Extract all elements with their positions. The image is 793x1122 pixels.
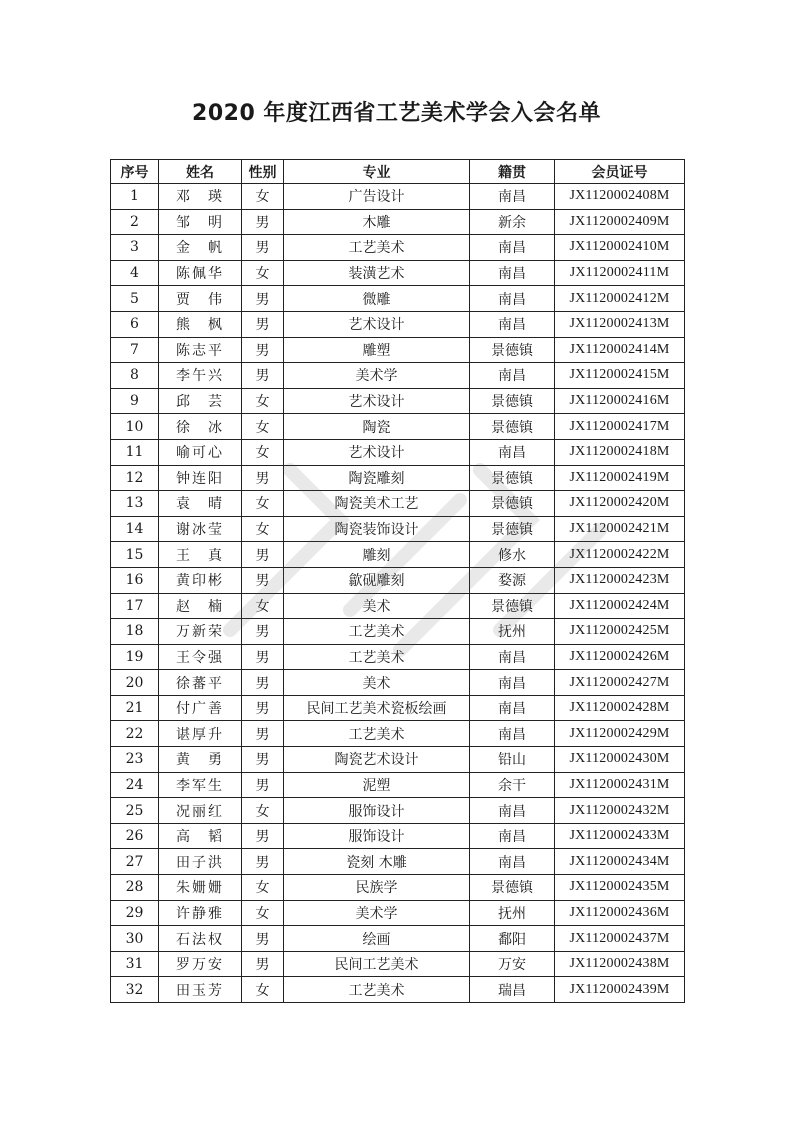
- table-row: [111, 747, 685, 773]
- cell-name: 钟连阳: [159, 465, 242, 491]
- cell-major: 工艺美术: [284, 644, 470, 670]
- cell-member-id: JX1120002423M: [555, 567, 685, 593]
- cell-name: 徐 冰: [159, 414, 242, 440]
- table-row: [111, 619, 685, 645]
- cell-name: 黄 勇: [159, 747, 242, 773]
- cell-index: 2: [111, 209, 159, 235]
- cell-name: 陈志平: [159, 337, 242, 363]
- column-header-major: 专业: [284, 160, 470, 184]
- cell-member-id: JX1120002420M: [555, 491, 685, 517]
- cell-gender: 女: [242, 516, 284, 542]
- cell-major: 木雕: [284, 209, 470, 235]
- cell-member-id: JX1120002422M: [555, 542, 685, 568]
- cell-origin: 景德镇: [470, 465, 555, 491]
- cell-name: 田玉芳: [159, 977, 242, 1003]
- cell-index: 10: [111, 414, 159, 440]
- cell-major: 陶瓷美术工艺: [284, 491, 470, 517]
- cell-major: 工艺美术: [284, 235, 470, 261]
- cell-origin: 南昌: [470, 798, 555, 824]
- cell-index: 11: [111, 439, 159, 465]
- cell-gender: 女: [242, 593, 284, 619]
- table-row: [111, 363, 685, 389]
- column-header-gender: 性别: [242, 160, 284, 184]
- cell-major: 美术学: [284, 363, 470, 389]
- cell-origin: 南昌: [470, 823, 555, 849]
- cell-major: 服饰设计: [284, 798, 470, 824]
- cell-major: 微雕: [284, 286, 470, 312]
- cell-origin: 南昌: [470, 311, 555, 337]
- cell-member-id: JX1120002418M: [555, 439, 685, 465]
- cell-member-id: JX1120002434M: [555, 849, 685, 875]
- cell-gender: 男: [242, 823, 284, 849]
- table-row: [111, 593, 685, 619]
- cell-major: 泥塑: [284, 772, 470, 798]
- table-row: [111, 849, 685, 875]
- cell-index: 25: [111, 798, 159, 824]
- cell-major: 广告设计: [284, 184, 470, 210]
- table-row: [111, 414, 685, 440]
- cell-gender: 男: [242, 849, 284, 875]
- cell-member-id: JX1120002412M: [555, 286, 685, 312]
- cell-gender: 女: [242, 184, 284, 210]
- cell-origin: 南昌: [470, 695, 555, 721]
- cell-index: 32: [111, 977, 159, 1003]
- cell-member-id: JX1120002421M: [555, 516, 685, 542]
- table-row: [111, 388, 685, 414]
- cell-gender: 女: [242, 260, 284, 286]
- cell-member-id: JX1120002428M: [555, 695, 685, 721]
- cell-major: 装潢艺术: [284, 260, 470, 286]
- table-row: [111, 235, 685, 261]
- cell-index: 7: [111, 337, 159, 363]
- cell-gender: 男: [242, 311, 284, 337]
- cell-name: 田子洪: [159, 849, 242, 875]
- cell-origin: 景德镇: [470, 491, 555, 517]
- cell-member-id: JX1120002416M: [555, 388, 685, 414]
- cell-name: 王 真: [159, 542, 242, 568]
- cell-member-id: JX1120002411M: [555, 260, 685, 286]
- cell-index: 15: [111, 542, 159, 568]
- cell-gender: 男: [242, 363, 284, 389]
- cell-gender: 男: [242, 286, 284, 312]
- cell-origin: 南昌: [470, 235, 555, 261]
- cell-name: 徐蕃平: [159, 670, 242, 696]
- cell-major: 雕塑: [284, 337, 470, 363]
- cell-major: 工艺美术: [284, 977, 470, 1003]
- cell-index: 19: [111, 644, 159, 670]
- cell-origin: 景德镇: [470, 875, 555, 901]
- cell-member-id: JX1120002427M: [555, 670, 685, 696]
- cell-member-id: JX1120002429M: [555, 721, 685, 747]
- cell-gender: 男: [242, 235, 284, 261]
- cell-gender: 女: [242, 491, 284, 517]
- cell-index: 31: [111, 951, 159, 977]
- cell-origin: 抚州: [470, 900, 555, 926]
- cell-major: 陶瓷装饰设计: [284, 516, 470, 542]
- cell-origin: 抚州: [470, 619, 555, 645]
- table-row: [111, 823, 685, 849]
- cell-name: 金 帆: [159, 235, 242, 261]
- cell-member-id: JX1120002415M: [555, 363, 685, 389]
- cell-origin: 景德镇: [470, 388, 555, 414]
- cell-member-id: JX1120002436M: [555, 900, 685, 926]
- cell-name: 邓 瑛: [159, 184, 242, 210]
- cell-member-id: JX1120002408M: [555, 184, 685, 210]
- table-header-row: [111, 160, 685, 184]
- cell-index: 4: [111, 260, 159, 286]
- table-row: [111, 977, 685, 1003]
- cell-major: 民间工艺美术: [284, 951, 470, 977]
- cell-member-id: JX1120002409M: [555, 209, 685, 235]
- table-row: [111, 337, 685, 363]
- cell-name: 谢冰莹: [159, 516, 242, 542]
- cell-member-id: JX1120002433M: [555, 823, 685, 849]
- cell-gender: 男: [242, 465, 284, 491]
- cell-name: 李午兴: [159, 363, 242, 389]
- cell-member-id: JX1120002410M: [555, 235, 685, 261]
- cell-gender: 男: [242, 619, 284, 645]
- cell-gender: 男: [242, 926, 284, 952]
- cell-origin: 南昌: [470, 286, 555, 312]
- cell-name: 熊 枫: [159, 311, 242, 337]
- cell-major: 工艺美术: [284, 721, 470, 747]
- page-title: 2020 年度江西省工艺美术学会入会名单: [192, 101, 601, 126]
- cell-gender: 女: [242, 798, 284, 824]
- cell-major: 民族学: [284, 875, 470, 901]
- cell-origin: 瑞昌: [470, 977, 555, 1003]
- cell-index: 6: [111, 311, 159, 337]
- cell-name: 朱姗姗: [159, 875, 242, 901]
- cell-major: 绘画: [284, 926, 470, 952]
- column-header-name: 姓名: [159, 160, 242, 184]
- cell-name: 李军生: [159, 772, 242, 798]
- table-body: [111, 184, 685, 1003]
- cell-gender: 男: [242, 209, 284, 235]
- cell-index: 21: [111, 695, 159, 721]
- cell-index: 23: [111, 747, 159, 773]
- table-row: [111, 670, 685, 696]
- cell-name: 高 韬: [159, 823, 242, 849]
- cell-name: 陈佩华: [159, 260, 242, 286]
- cell-major: 陶瓷: [284, 414, 470, 440]
- cell-member-id: JX1120002425M: [555, 619, 685, 645]
- cell-origin: 景德镇: [470, 414, 555, 440]
- member-table: [110, 159, 685, 1003]
- cell-origin: 婺源: [470, 567, 555, 593]
- cell-index: 8: [111, 363, 159, 389]
- cell-name: 付广善: [159, 695, 242, 721]
- cell-name: 贾 伟: [159, 286, 242, 312]
- cell-major: 艺术设计: [284, 388, 470, 414]
- table-row: [111, 465, 685, 491]
- cell-member-id: JX1120002438M: [555, 951, 685, 977]
- cell-index: 17: [111, 593, 159, 619]
- cell-origin: 景德镇: [470, 337, 555, 363]
- cell-index: 24: [111, 772, 159, 798]
- cell-origin: 铅山: [470, 747, 555, 773]
- cell-index: 29: [111, 900, 159, 926]
- cell-gender: 男: [242, 542, 284, 568]
- cell-gender: 女: [242, 875, 284, 901]
- cell-origin: 南昌: [470, 439, 555, 465]
- cell-member-id: JX1120002413M: [555, 311, 685, 337]
- cell-major: 美术: [284, 593, 470, 619]
- table-row: [111, 491, 685, 517]
- cell-major: 艺术设计: [284, 311, 470, 337]
- cell-gender: 男: [242, 695, 284, 721]
- cell-major: 服饰设计: [284, 823, 470, 849]
- table-row: [111, 260, 685, 286]
- cell-origin: 余干: [470, 772, 555, 798]
- cell-origin: 万安: [470, 951, 555, 977]
- table-row: [111, 721, 685, 747]
- column-header-origin: 籍贯: [470, 160, 555, 184]
- cell-index: 26: [111, 823, 159, 849]
- cell-name: 万新荣: [159, 619, 242, 645]
- cell-origin: 景德镇: [470, 593, 555, 619]
- cell-name: 黄印彬: [159, 567, 242, 593]
- cell-index: 18: [111, 619, 159, 645]
- table-row: [111, 542, 685, 568]
- cell-member-id: JX1120002417M: [555, 414, 685, 440]
- cell-name: 邱 芸: [159, 388, 242, 414]
- cell-gender: 女: [242, 414, 284, 440]
- cell-gender: 女: [242, 977, 284, 1003]
- cell-origin: 南昌: [470, 644, 555, 670]
- cell-name: 王令强: [159, 644, 242, 670]
- cell-name: 况丽红: [159, 798, 242, 824]
- cell-member-id: JX1120002432M: [555, 798, 685, 824]
- cell-major: 雕刻: [284, 542, 470, 568]
- table-row: [111, 695, 685, 721]
- cell-major: 美术学: [284, 900, 470, 926]
- cell-origin: 南昌: [470, 260, 555, 286]
- column-header-index: 序号: [111, 160, 159, 184]
- table-row: [111, 772, 685, 798]
- table-row: [111, 311, 685, 337]
- cell-origin: 南昌: [470, 849, 555, 875]
- cell-major: 陶瓷艺术设计: [284, 747, 470, 773]
- cell-major: 陶瓷雕刻: [284, 465, 470, 491]
- cell-member-id: JX1120002431M: [555, 772, 685, 798]
- table-row: [111, 184, 685, 210]
- cell-gender: 女: [242, 439, 284, 465]
- column-header-member-id: 会员证号: [555, 160, 685, 184]
- cell-index: 30: [111, 926, 159, 952]
- cell-index: 14: [111, 516, 159, 542]
- cell-major: 美术: [284, 670, 470, 696]
- cell-member-id: JX1120002439M: [555, 977, 685, 1003]
- cell-origin: 景德镇: [470, 516, 555, 542]
- cell-gender: 男: [242, 644, 284, 670]
- cell-gender: 女: [242, 900, 284, 926]
- cell-index: 3: [111, 235, 159, 261]
- cell-origin: 南昌: [470, 670, 555, 696]
- cell-gender: 男: [242, 951, 284, 977]
- cell-member-id: JX1120002430M: [555, 747, 685, 773]
- cell-major: 歙砚雕刻: [284, 567, 470, 593]
- cell-gender: 男: [242, 670, 284, 696]
- table-row: [111, 900, 685, 926]
- cell-gender: 男: [242, 721, 284, 747]
- cell-gender: 男: [242, 337, 284, 363]
- cell-name: 喻可心: [159, 439, 242, 465]
- cell-gender: 男: [242, 567, 284, 593]
- cell-gender: 男: [242, 772, 284, 798]
- table-row: [111, 516, 685, 542]
- member-table-container: [110, 159, 684, 1003]
- cell-index: 20: [111, 670, 159, 696]
- table-row: [111, 926, 685, 952]
- cell-origin: 南昌: [470, 184, 555, 210]
- cell-index: 1: [111, 184, 159, 210]
- table-row: [111, 286, 685, 312]
- table-row: [111, 439, 685, 465]
- table-row: [111, 644, 685, 670]
- cell-index: 28: [111, 875, 159, 901]
- table-row: [111, 798, 685, 824]
- cell-origin: 南昌: [470, 721, 555, 747]
- cell-name: 邹 明: [159, 209, 242, 235]
- cell-major: 民间工艺美术瓷板绘画: [284, 695, 470, 721]
- cell-index: 27: [111, 849, 159, 875]
- cell-index: 16: [111, 567, 159, 593]
- cell-member-id: JX1120002435M: [555, 875, 685, 901]
- cell-origin: 鄱阳: [470, 926, 555, 952]
- cell-name: 许静雅: [159, 900, 242, 926]
- cell-origin: 南昌: [470, 363, 555, 389]
- cell-index: 22: [111, 721, 159, 747]
- cell-major: 艺术设计: [284, 439, 470, 465]
- table-row: [111, 875, 685, 901]
- cell-name: 罗万安: [159, 951, 242, 977]
- cell-origin: 修水: [470, 542, 555, 568]
- cell-major: 瓷刻 木雕: [284, 849, 470, 875]
- cell-index: 5: [111, 286, 159, 312]
- cell-name: 赵 楠: [159, 593, 242, 619]
- table-row: [111, 209, 685, 235]
- table-row: [111, 951, 685, 977]
- cell-origin: 新余: [470, 209, 555, 235]
- cell-member-id: JX1120002437M: [555, 926, 685, 952]
- cell-index: 12: [111, 465, 159, 491]
- cell-name: 谌厚升: [159, 721, 242, 747]
- cell-name: 袁 晴: [159, 491, 242, 517]
- cell-member-id: JX1120002424M: [555, 593, 685, 619]
- cell-member-id: JX1120002426M: [555, 644, 685, 670]
- cell-index: 13: [111, 491, 159, 517]
- cell-member-id: JX1120002419M: [555, 465, 685, 491]
- cell-member-id: JX1120002414M: [555, 337, 685, 363]
- cell-index: 9: [111, 388, 159, 414]
- cell-name: 石法权: [159, 926, 242, 952]
- cell-gender: 女: [242, 388, 284, 414]
- table-row: [111, 567, 685, 593]
- cell-major: 工艺美术: [284, 619, 470, 645]
- cell-gender: 男: [242, 747, 284, 773]
